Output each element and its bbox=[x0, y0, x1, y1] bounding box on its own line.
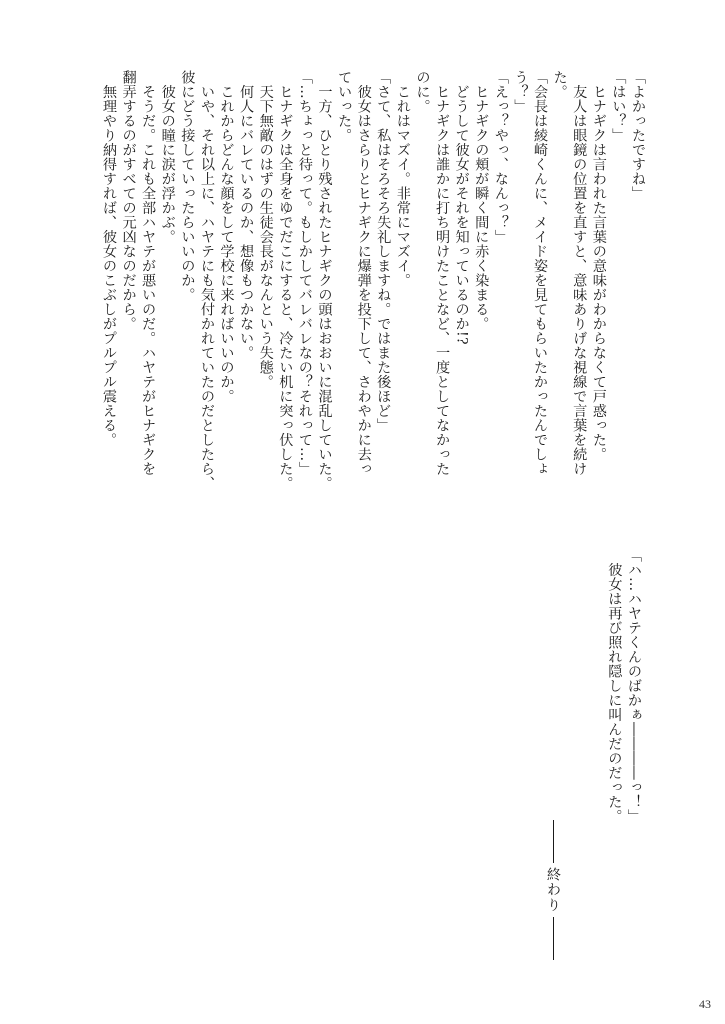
text-line: 「会長は綾崎くんに、メイド姿を見てもらいたかったんでしょ bbox=[532, 70, 549, 476]
text-line: た。 bbox=[551, 70, 568, 99]
end-mark bbox=[543, 820, 563, 960]
text-line: 「はい？」 bbox=[610, 70, 627, 143]
text-line: 天下無敵のはずの生徒会長がなんという失態。 bbox=[257, 70, 274, 389]
text-line: ヒナギクの頬が瞬く間に赤く染まる。 bbox=[473, 70, 490, 331]
text-line: 彼女は再び照れ隠しに叫んだのだった。 bbox=[606, 548, 623, 824]
text-line: 「さて、私はそろそろ失礼しますね。ではまた後ほど」 bbox=[375, 70, 392, 433]
text-line: 彼女はさらりとヒナギクに爆弾を投下して、さわやかに去っ bbox=[355, 70, 372, 476]
text-line: 「よかったですね」 bbox=[630, 70, 646, 201]
text-line: これはマズイ。非常にマズイ。 bbox=[394, 70, 411, 288]
text-line: 翻弄するのがすべての元凶なのだから。 bbox=[120, 70, 137, 331]
text-line: 「えっ？やっ、なんっ？」 bbox=[492, 70, 509, 244]
text-line: ていった。 bbox=[336, 70, 353, 143]
text-line: いや、それ以上に、ハヤテにも気付かれていたのだとしたら、 bbox=[198, 70, 215, 491]
text-line: ヒナギクは全身をゆでだこにすると、冷たい机に突っ伏した。 bbox=[277, 70, 294, 491]
text-line: 「ハ…ハヤテくんのばかぁ――――っ！」 bbox=[626, 548, 642, 824]
text-line: 一方、ひとり残されたヒナギクの頭はおおいに混乱していた。 bbox=[316, 70, 333, 491]
text-line: う？」 bbox=[512, 70, 529, 114]
text-line: 無理やり納得すれば、彼女のこぶしがプルプル震える。 bbox=[100, 70, 117, 447]
lower-text-block bbox=[604, 548, 643, 848]
text-line: 友人は眼鏡の位置を直すと、意味ありげな視線で言葉を続け bbox=[571, 70, 588, 476]
text-line: どうして彼女がそれを知っているのか!? bbox=[453, 70, 470, 345]
text-line: ヒナギクは誰かに打ち明けたことなど、一度としてなかった bbox=[434, 70, 451, 476]
page-number: 43 bbox=[699, 997, 711, 1011]
end-rule-top bbox=[553, 820, 554, 863]
text-line: のに。 bbox=[414, 70, 431, 114]
upper-text-block bbox=[98, 70, 647, 490]
text-line: 何人にバレているのか、想像もつかない。 bbox=[238, 70, 255, 360]
text-line: 彼にどう接していったらいいのか。 bbox=[179, 70, 196, 302]
text-line: これからどんな顔をして学校に来ればいいのか。 bbox=[218, 70, 235, 404]
end-mark-text: 終わり bbox=[545, 867, 561, 913]
text-line: そうだ。これも全部ハヤテが悪いのだ。ハヤテがヒナギクを bbox=[140, 70, 157, 476]
text-line: 彼女の瞳に涙が浮かぶ。 bbox=[159, 70, 176, 244]
end-rule-bottom bbox=[553, 917, 554, 960]
text-line: ヒナギクは言われた言葉の意味がわからなくて戸惑った。 bbox=[590, 70, 607, 462]
text-line: 「…ちょっと待って。もしかしてバレバレなの？それって…」 bbox=[296, 70, 313, 476]
